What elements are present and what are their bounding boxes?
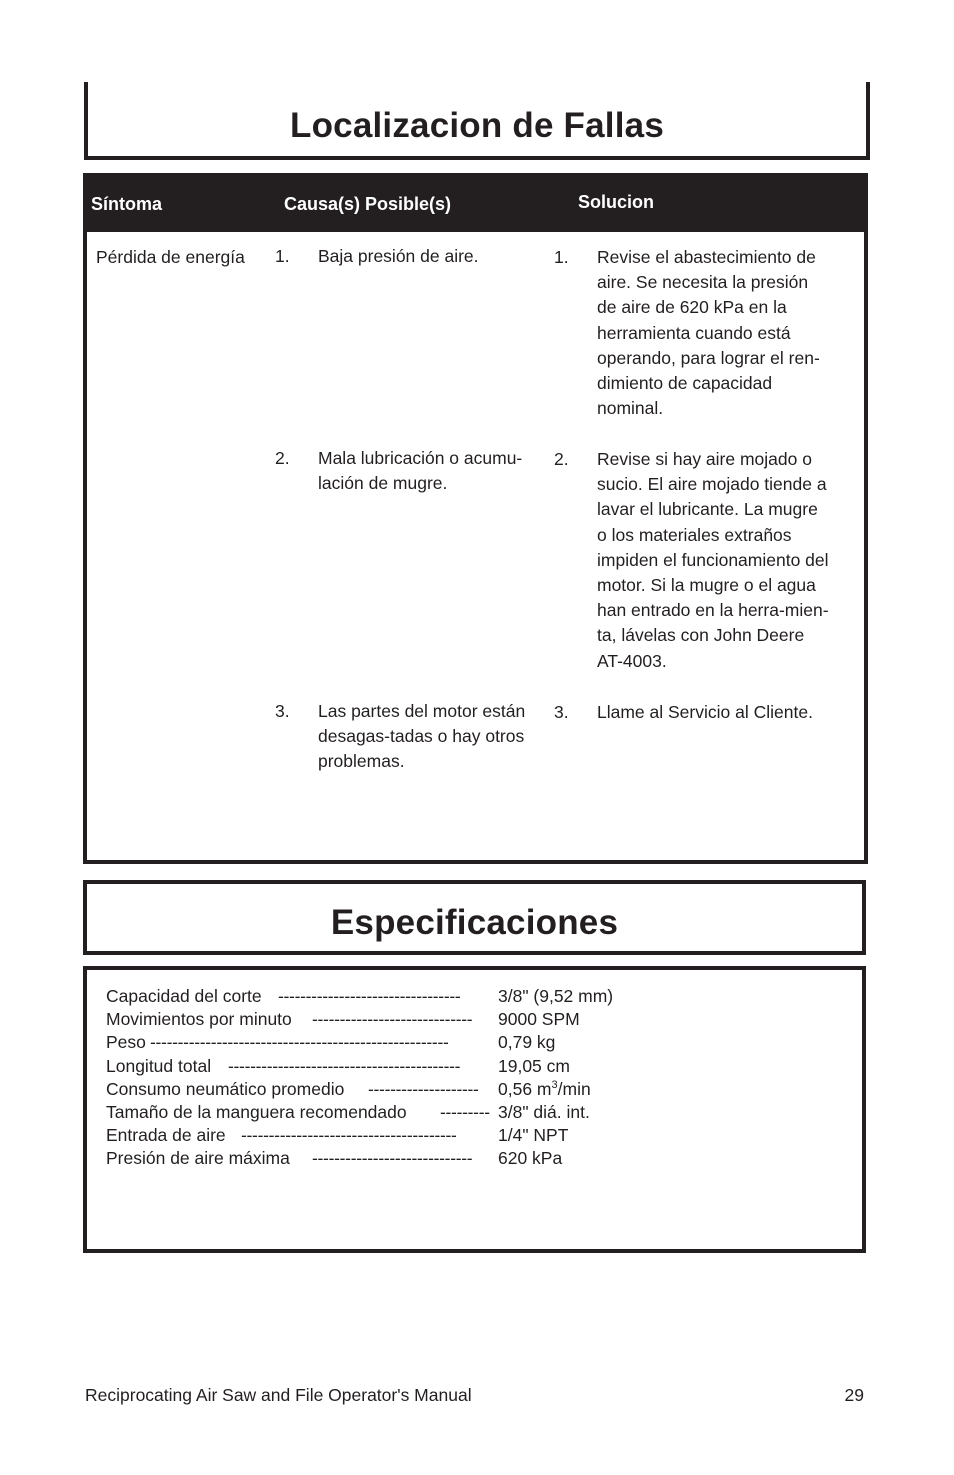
spec-row-cutting-capacity (106, 985, 666, 1008)
spec-leader: --------------------------------------- (241, 1125, 457, 1145)
cause-number: 2. (275, 448, 290, 468)
spec-value: 9000 SPM (498, 1009, 580, 1029)
spec-label: Entrada de aire (106, 1125, 226, 1145)
header-solution: Solucion (578, 192, 654, 212)
troubleshooting-title-box (84, 82, 870, 160)
spec-label: Tamaño de la manguera recomendado (106, 1102, 407, 1122)
spec-value: 0,79 kg (498, 1032, 556, 1052)
specifications-title: Especificaciones (330, 903, 619, 942)
spec-value: 3/8" (9,52 mm) (498, 986, 614, 1006)
solution-number: 3. (554, 702, 569, 722)
spec-value: 19,05 cm (498, 1056, 570, 1076)
spec-value: 620 kPa (498, 1148, 563, 1168)
spec-value: 0,56 $m^3/\min$ (498, 1079, 591, 1099)
spec-row-air-inlet (106, 1124, 666, 1147)
spec-label: Longitud total (106, 1056, 212, 1076)
troubleshooting-table (83, 173, 868, 864)
footer-manual-title: Reciprocating Air Saw and File Operator's Manual (85, 1385, 472, 1405)
solution-text: Revise si hay aire mojado o sucio. El aire mojado tiende a lavar el lubricante. La mugre o los materiales extraños impiden el funcionamiento del motor. Si la mugre o el agua han entrado en la herra-mien- ta, lávelas con John Deere AT-4003. (597, 449, 829, 671)
table-header (87, 177, 864, 232)
spec-leader: --------- (440, 1102, 490, 1122)
spec-leader: ------------------------------------------------------ (150, 1032, 449, 1052)
spec-value: 3/8" diá. int. (498, 1102, 590, 1122)
specifications-title-box (83, 880, 866, 955)
solution-number: 2. (554, 449, 569, 469)
spec-leader: -------------------- (368, 1079, 479, 1099)
spec-row-hose-size (106, 1101, 666, 1124)
spec-label: Consumo neumático promedio (106, 1079, 345, 1099)
cause-text: Las partes del motor están desagas-tadas o hay otros problemas. (318, 701, 526, 772)
spec-leader: ----------------------------- (312, 1009, 473, 1029)
solution-text: Revise el abastecimiento de aire. Se necesita la presión de aire de 620 kPa en la herramienta cuando está operando, para lograr el ren- dimiento de capacidad nominal. (597, 247, 820, 419)
header-cause: Causa(s) Posible(s) (284, 194, 452, 214)
spec-row-max-air-pressure (106, 1147, 666, 1170)
cause-number: 3. (275, 701, 290, 721)
troubleshooting-title: Localizacion de Fallas (290, 106, 664, 145)
spec-leader: --------------------------------- (278, 986, 461, 1006)
spec-value: 1/4" NPT (498, 1125, 569, 1145)
spec-label: Movimientos por minuto (106, 1009, 292, 1029)
spec-row-weight (106, 1031, 666, 1054)
spec-row-overall-length (106, 1055, 666, 1078)
spec-leader: ------------------------------------------ (228, 1056, 461, 1076)
cause-text: Mala lubricación o acumu- lación de mugre. (318, 448, 523, 494)
spec-label: Peso (106, 1032, 146, 1052)
spec-leader: ----------------------------- (312, 1148, 473, 1168)
cause-text: Baja presión de aire. (318, 246, 479, 266)
spec-row-strokes-per-minute (106, 1008, 666, 1031)
header-symptom: Síntoma (91, 194, 163, 214)
spec-label: Presión de aire máxima (106, 1148, 290, 1168)
cause-number: 1. (275, 246, 290, 266)
spec-row-air-consumption (106, 1078, 666, 1101)
symptom-text: Pérdida de energía (96, 247, 245, 267)
solution-text: Llame al Servicio al Cliente. (597, 702, 813, 722)
solution-number: 1. (554, 247, 569, 267)
footer-page-number: 29 (844, 1385, 864, 1405)
spec-label: Capacidad del corte (106, 986, 262, 1006)
